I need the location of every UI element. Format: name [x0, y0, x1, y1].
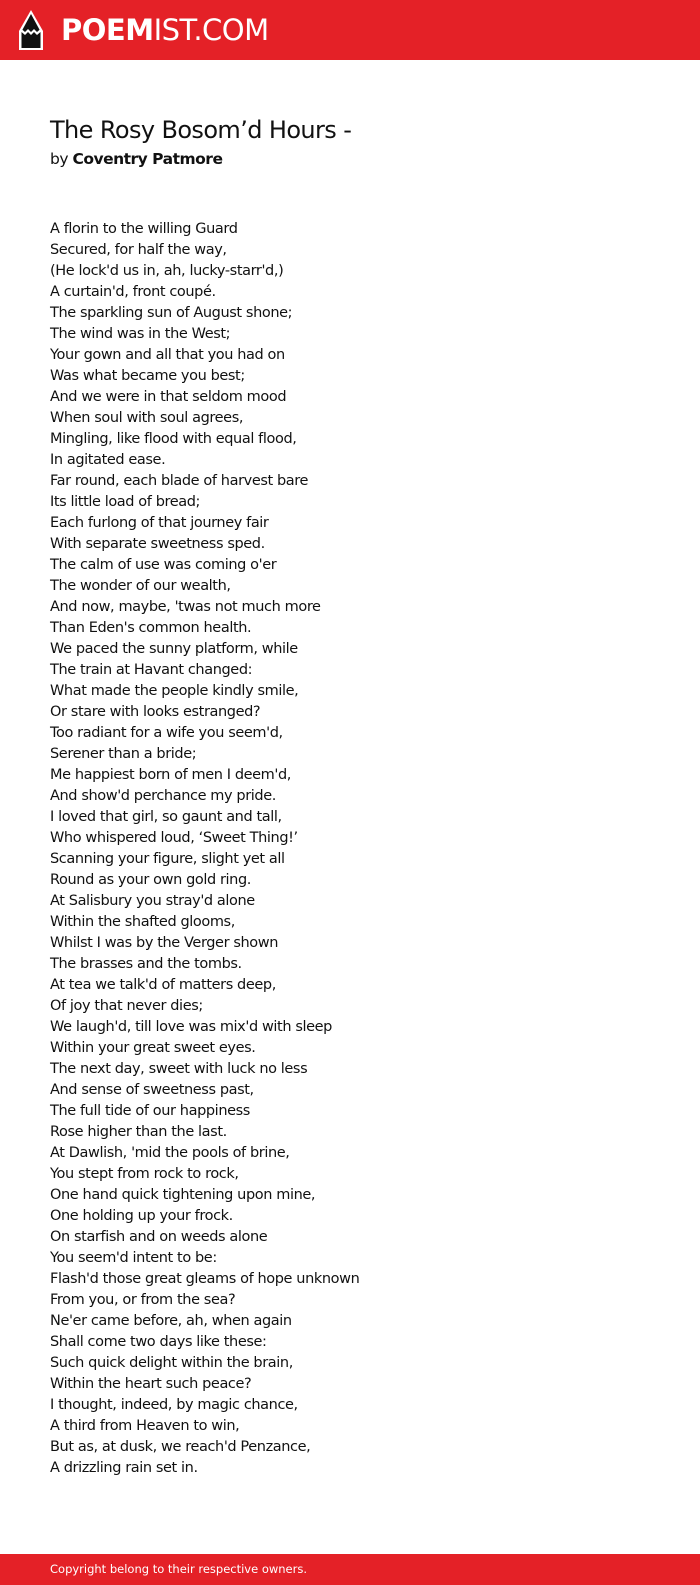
pencil-icon: [18, 9, 44, 51]
poem-line: The train at Havant changed:: [50, 662, 253, 678]
poem-line: In agitated ease.: [50, 452, 166, 468]
poem-line: Who whispered loud, ‘Sweet Thing!’: [50, 830, 298, 846]
poem-line: A third from Heaven to win,: [50, 1418, 240, 1434]
poem-line: Than Eden's common health.: [50, 620, 252, 636]
poem-line: A drizzling rain set in.: [50, 1460, 198, 1476]
poem-line: The calm of use was coming o'er: [50, 557, 277, 573]
byline: [50, 149, 222, 169]
poem-line: (He lock'd us in, ah, lucky-starr'd,): [50, 263, 284, 279]
poem-title: The Rosy Bosom’d Hours -: [50, 116, 352, 144]
site-logo[interactable]: [18, 9, 269, 51]
poem-line: The full tide of our happiness: [50, 1103, 250, 1119]
poem-line: What made the people kindly smile,: [50, 683, 299, 699]
poem-line: Scanning your figure, slight yet all: [50, 851, 285, 867]
poem-line: Rose higher than the last.: [50, 1124, 227, 1140]
poem-line: And show'd perchance my pride.: [50, 788, 276, 804]
poem-line: Mingling, like flood with equal flood,: [50, 431, 297, 447]
poem-line: With separate sweetness sped.: [50, 536, 265, 552]
poem-line: Whilst I was by the Verger shown: [50, 935, 279, 951]
poem-line: Within the heart such peace?: [50, 1376, 252, 1392]
poem-line: I loved that girl, so gaunt and tall,: [50, 809, 282, 825]
poem-line: Or stare with looks estranged?: [50, 704, 261, 720]
logo-wordmark-light: IST.COM: [153, 13, 269, 47]
poem-line: Within your great sweet eyes.: [50, 1040, 256, 1056]
poem-line: The sparkling sun of August shone;: [50, 305, 293, 321]
poem-line: At Dawlish, 'mid the pools of brine,: [50, 1145, 290, 1161]
author-name[interactable]: Coventry Patmore: [72, 150, 223, 168]
poem-line: The wonder of our wealth,: [50, 578, 231, 594]
poem-line: I thought, indeed, by magic chance,: [50, 1397, 298, 1413]
poem-line: The wind was in the West;: [50, 326, 231, 342]
poem-line: And we were in that seldom mood: [50, 389, 287, 405]
poem-line: You stept from rock to rock,: [50, 1166, 239, 1182]
poem-line: From you, or from the sea?: [50, 1292, 236, 1308]
poem-line: Round as your own gold ring.: [50, 872, 251, 888]
copyright-notice: Copyright belong to their respective owners.: [50, 1562, 308, 1576]
poem-line: One hand quick tightening upon mine,: [50, 1187, 316, 1203]
poem-line: Was what became you best;: [50, 368, 245, 384]
site-header: [0, 0, 700, 60]
poem-line: Flash'd those great gleams of hope unknown: [50, 1271, 360, 1287]
poem-line: And sense of sweetness past,: [50, 1082, 254, 1098]
poem-line: Shall come two days like these:: [50, 1334, 267, 1350]
poem-line: Within the shafted glooms,: [50, 914, 235, 930]
poem-line: One holding up your frock.: [50, 1208, 233, 1224]
poem-line: Ne'er came before, ah, when again: [50, 1313, 292, 1329]
poem-line: Of joy that never dies;: [50, 998, 203, 1014]
poem-line: Your gown and all that you had on: [50, 347, 285, 363]
poem-line: A curtain'd, front coupé.: [50, 284, 216, 300]
poem-line: The next day, sweet with luck no less: [50, 1061, 308, 1077]
poem-line: Far round, each blade of harvest bare: [50, 473, 309, 489]
poem-line: Each furlong of that journey fair: [50, 515, 269, 531]
poem-line: A florin to the willing Guard: [50, 221, 238, 237]
poem-line: You seem'd intent to be:: [50, 1250, 217, 1266]
logo-wordmark-bold: POEM: [61, 13, 154, 47]
poem-line: Too radiant for a wife you seem'd,: [50, 725, 283, 741]
poem-line: On starfish and on weeds alone: [50, 1229, 268, 1245]
poem-line: Such quick delight within the brain,: [50, 1355, 293, 1371]
poem-body: [50, 219, 670, 1479]
poem-line: Its little load of bread;: [50, 494, 201, 510]
poem-line: At Salisbury you stray'd alone: [50, 893, 255, 909]
poem-line: The brasses and the tombs.: [50, 956, 242, 972]
by-label: by: [50, 150, 69, 168]
poem-line: But as, at dusk, we reach'd Penzance,: [50, 1439, 311, 1455]
poem-line: We laugh'd, till love was mix'd with sleep: [50, 1019, 332, 1035]
logo-wordmark: [61, 9, 269, 51]
poem-line: When soul with soul agrees,: [50, 410, 244, 426]
poem-line: Secured, for half the way,: [50, 242, 227, 258]
site-footer: [0, 1554, 700, 1585]
poem-line: And now, maybe, 'twas not much more: [50, 599, 321, 615]
poem-line: Serener than a bride;: [50, 746, 197, 762]
poem-line: At tea we talk'd of matters deep,: [50, 977, 276, 993]
poem-line: Me happiest born of men I deem'd,: [50, 767, 291, 783]
poem-line: We paced the sunny platform, while: [50, 641, 298, 657]
